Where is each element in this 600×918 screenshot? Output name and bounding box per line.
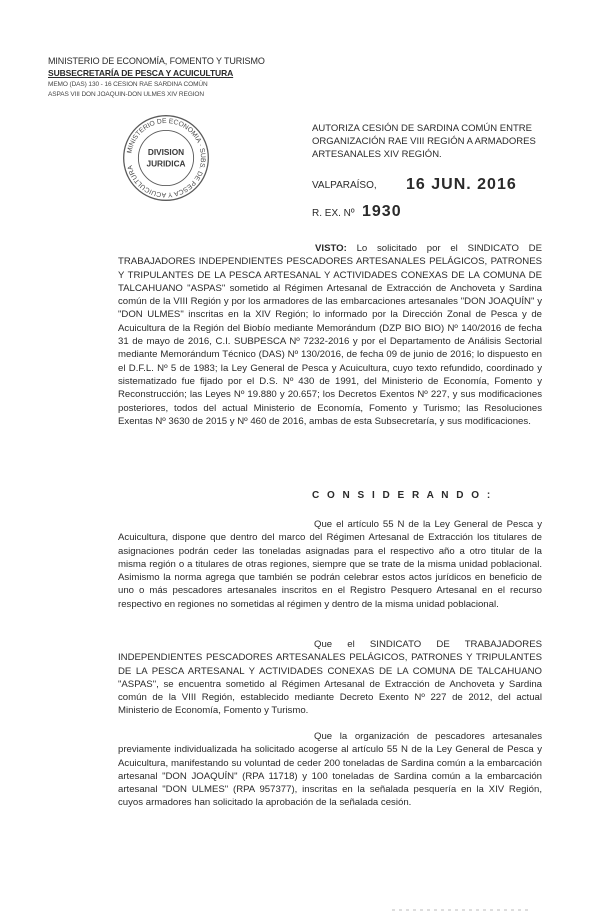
ministry-name: MINISTERIO DE ECONOMÍA, FOMENTO Y TURISMO [48, 56, 265, 66]
considerando-heading: C O N S I D E R A N D O : [312, 490, 493, 501]
aspas-reference: ASPAS VIII DON JOAQUIN-DON ULMES XIV REGION [48, 91, 204, 98]
resolution-subject: AUTORIZA CESIÓN DE SARDINA COMÚN ENTRE ORGANIZACIÓN RAE VIII REGIÓN A ARMADORES ARTESANALES XIV REGIÓN. [312, 123, 536, 160]
subsecretaria-name: SUBSECRETARÍA DE PESCA Y ACUICULTURA [48, 68, 234, 78]
rex-number: 1930 [362, 203, 402, 220]
resolution-date: 16 JUN. 2016 [406, 176, 517, 193]
visto-text: Lo solicitado por el SINDICATO DE TRABAJADORES INDEPENDIENTES PESCADORES ARTESANALES PELÁGICOS, PATRONES Y TRIPULANTES DE LA PESCA ARTESANAL Y ACTIVIDADES CONEXAS DE LA COMUNA DE TALCAHUANO "ASPAS" sometido al Régimen Artesanal de Extracción de Anchoveta y Sardina común de la VIII Región y por los armadores de las embarcaciones artesanales "DON JOAQUÍN" y "DON ULMES" inscritas en la XIV Región; lo informado por la Dirección Zonal de Pesca y de Acuicultura de la Región del Biobío mediante Memorándum (DZP BIO BIO) Nº 140/2016 de fecha 31 de mayo de 2016, C.I. SUBPESCA Nº 7232-2016 y por el Departamento de Análisis Sectorial mediante Memorándum Técnico (DAS) Nº 130/2016, de fecha 09 de junio de 2016; lo dispuesto en el D.F.L. Nº 5 de 1983; la Ley General de Pesca y Acuicultura, cuyo texto refundido, coordinado y sistematizado fue fijado por el D.S. Nº 430 de 1991, del Ministerio de Economía, Fomento y Reconstrucción; las Leyes Nº 19.880 y 20.657; los Decretos Exentos Nº 227, y sus modificaciones posteriores, todos del actual Ministerio de Economía, Fomento y Turismo; las Resoluciones Exentas Nº 3630 de 2015 y Nº 460 de 2016, ambas de esta Subsecretaría, y sus modificaciones. [118, 243, 542, 427]
rex-label: R. EX. Nº [312, 208, 355, 219]
stamp-center-line1: DIVISION [147, 148, 185, 158]
considerando-paragraph-1: Que el artículo 55 N de la Ley General de Pesca y Acuicultura, dispone que dentro del marco del Régimen Artesanal de Extracción los titulares de asignaciones podrán ceder las toneladas asignadas para el respectivo año a otro titular de la misma región o a titulares de otras regiones, siempre que se trate de la misma unidad poblacional. Asimismo la norma agrega que también se podrán celebrar estos actos jurídicos en beneficio de uno o más pescadores artesanales inscritos en el Registro Pesquero Artesanal en el recurso respectivo en regiones no sometidas al régimen y dentro de la misma unidad poblacional. [118, 519, 542, 610]
stamp-ring-text: MINISTERIO DE ECONOMIA · SUBS. DE PESCA Y ACUICULTURA [126, 117, 207, 199]
visto-paragraph [118, 242, 542, 428]
visto-label: VISTO: [315, 243, 347, 254]
considerando-paragraph-2: Que el SINDICATO DE TRABAJADORES INDEPENDIENTES PESCADORES ARTESANALES PELÁGICOS, PATRONES Y TRIPULANTES DE LA PESCA ARTESANAL Y ACTIVIDADES CONEXAS DE LA COMUNA DE TALCAHUANO "ASPAS", se encuentra sometido al Régimen Artesanal de Extracción de Anchoveta y Sardina común de la VIII Región, establecido mediante Decreto Exento Nº 227 de 2012, del actual Ministerio de Economía, Fomento y Turismo. [118, 639, 542, 717]
memo-reference: MEMO (DAS) 130 - 16 CESION RAE SARDINA COMÚN [48, 81, 208, 88]
stamp-graphic [120, 112, 212, 204]
considerando-paragraph-3: Que la organización de pescadores artesanales previamente individualizada ha solicitado acogerse al artículo 55 N de la Ley General de Pesca y Acuicultura, manifestando su voluntad de ceder 200 toneladas de Sardina común a la embarcación artesanal "DON JOAQUÍN" (RPA 11718) y 100 toneladas de Sardina común a la embarcación artesanal "DON ULMES" (RPA 957377), inscritas en la señalada pesquería en la XIV Región, cuyos armadores han solicitado la aprobación de la señalada cesión. [118, 731, 542, 809]
stamp-center-line2: JURIDICA [146, 159, 186, 169]
place-label: VALPARAÍSO, [312, 180, 377, 191]
division-juridica-stamp [120, 112, 212, 204]
scan-mark [392, 908, 532, 912]
